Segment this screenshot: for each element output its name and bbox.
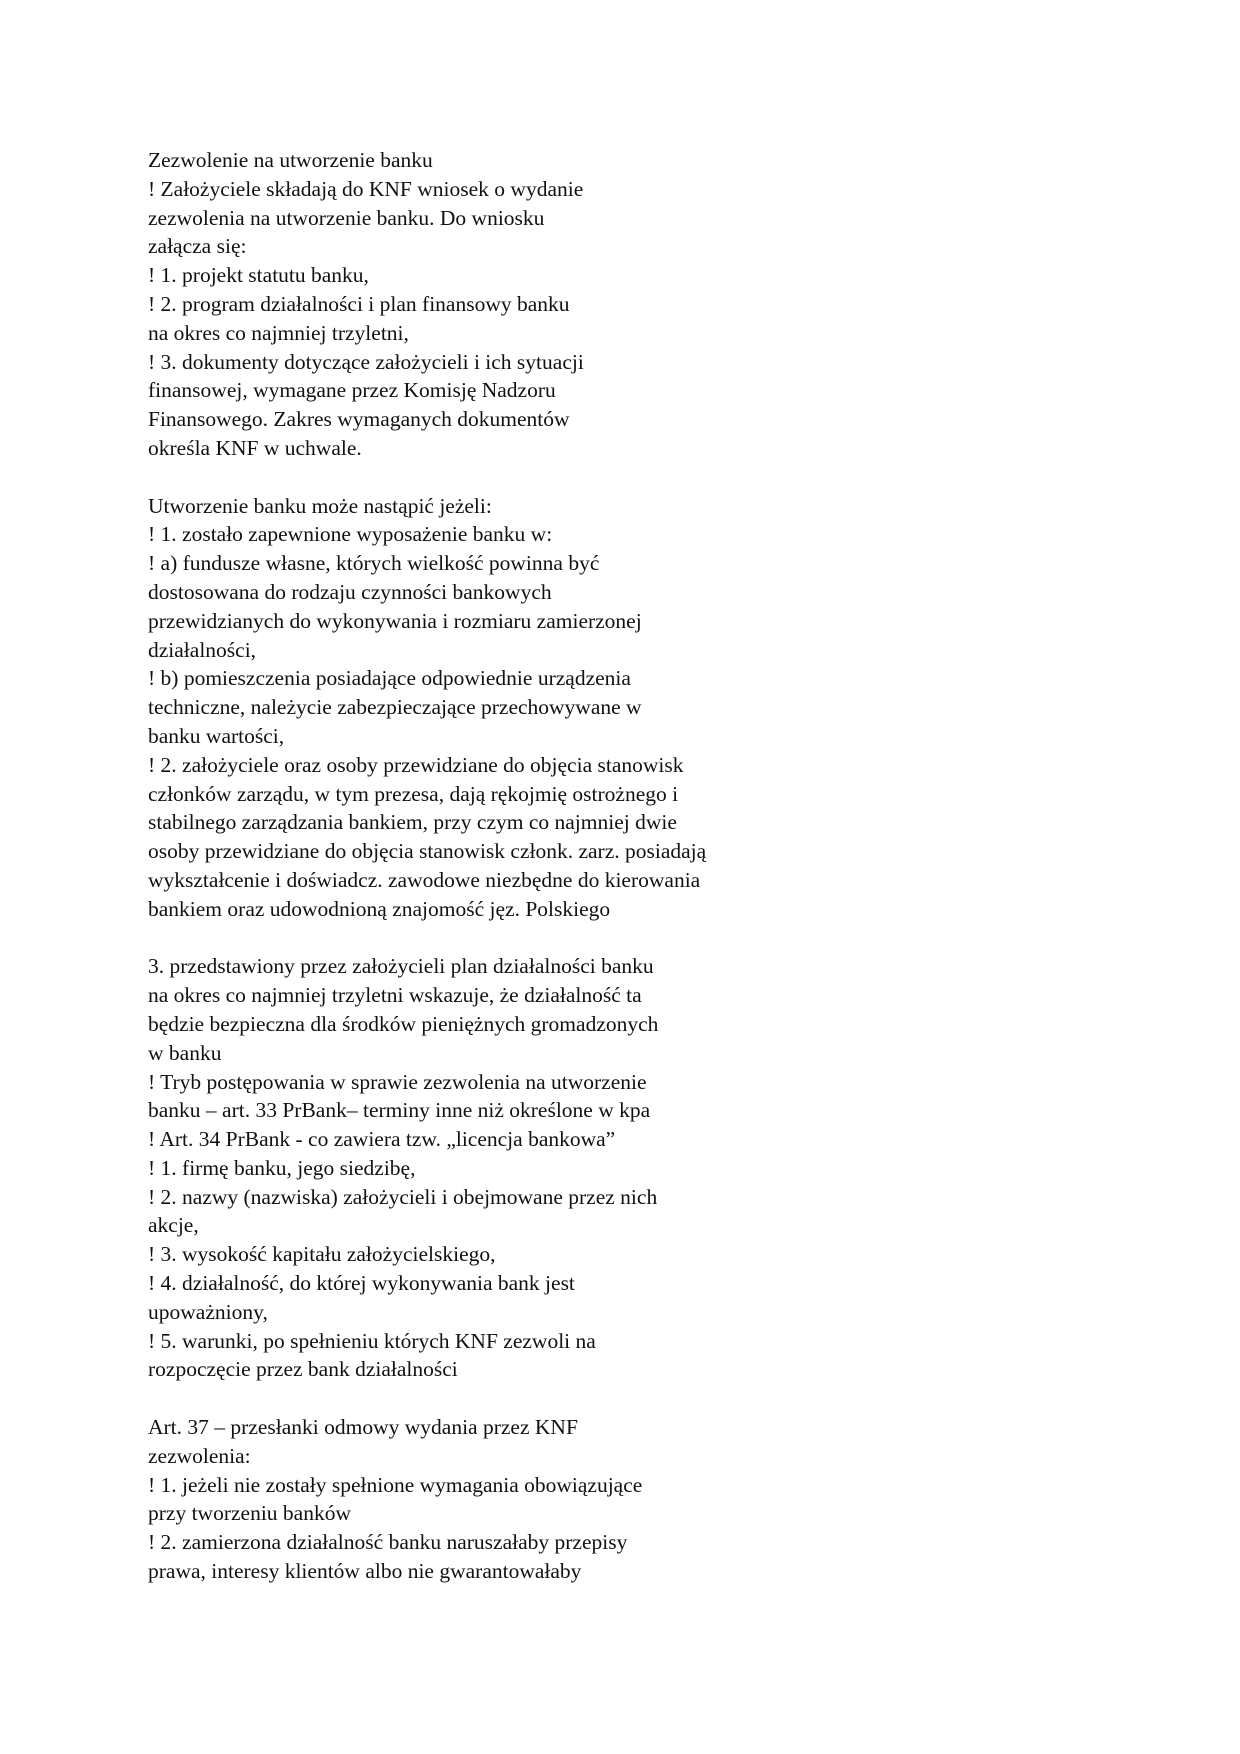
text-line: Utworzenie banku może nastąpić jeżeli: bbox=[148, 493, 492, 518]
paragraph-refusal-grounds bbox=[148, 1413, 1148, 1586]
text-line: ! 5. warunki, po spełnieniu których KNF zezwoli na bbox=[148, 1328, 596, 1353]
text-line: rozpoczęcie przez bank działalności bbox=[148, 1357, 458, 1382]
paragraph-permit-application bbox=[148, 146, 1148, 463]
text-line: 3. przedstawiony przez założycieli plan działalności banku bbox=[148, 954, 654, 979]
text-line: ! Tryb postępowania w sprawie zezwolenia na utworzenie bbox=[148, 1069, 647, 1094]
text-line: ! 2. założyciele oraz osoby przewidziane do objęcia stanowisk bbox=[148, 752, 684, 777]
text-line: zezwolenia na utworzenie banku. Do wniosku bbox=[148, 205, 545, 230]
text-line: ! 2. nazwy (nazwiska) założycieli i obejmowane przez nich bbox=[148, 1184, 658, 1209]
text-line: przy tworzeniu banków bbox=[148, 1501, 351, 1526]
text-line: przewidzianych do wykonywania i rozmiaru zamierzonej bbox=[148, 608, 642, 633]
text-line: banku – art. 33 PrBank– terminy inne niż określone w kpa bbox=[148, 1098, 651, 1123]
text-line: ! 1. jeżeli nie zostały spełnione wymagania obowiązujące bbox=[148, 1472, 643, 1497]
text-line: Art. 37 – przesłanki odmowy wydania przez KNF bbox=[148, 1415, 578, 1440]
text-line: członków zarządu, w tym prezesa, dają rękojmię ostrożnego i bbox=[148, 781, 679, 806]
text-line: ! b) pomieszczenia posiadające odpowiednie urządzenia bbox=[148, 666, 631, 691]
document-page bbox=[148, 146, 1148, 1586]
text-line: ! 2. program działalności i plan finansowy banku bbox=[148, 291, 570, 316]
section-heading: Zezwolenie na utworzenie banku bbox=[148, 148, 433, 172]
text-line: na okres co najmniej trzyletni, bbox=[148, 320, 409, 345]
text-line: ! a) fundusze własne, których wielkość powinna być bbox=[148, 551, 600, 576]
paragraph-bank-creation-conditions bbox=[148, 492, 1148, 924]
text-line: działalności, bbox=[148, 637, 257, 662]
paragraph-spacer bbox=[148, 924, 1148, 953]
paragraph-spacer bbox=[148, 463, 1148, 492]
text-line: stabilnego zarządzania bankiem, przy czym co najmniej dwie bbox=[148, 810, 677, 835]
paragraph-license-contents bbox=[148, 952, 1148, 1384]
text-line: określa KNF w uchwale. bbox=[148, 435, 362, 460]
text-line: ! Założyciele składają do KNF wniosek o wydanie bbox=[148, 176, 584, 201]
text-line: zezwolenia: bbox=[148, 1443, 251, 1468]
text-line: osoby przewidziane do objęcia stanowisk członk. zarz. posiadają bbox=[148, 839, 707, 864]
text-line: dostosowana do rodzaju czynności bankowych bbox=[148, 579, 552, 604]
text-line: Finansowego. Zakres wymaganych dokumentów bbox=[148, 407, 570, 432]
text-line: upoważniony, bbox=[148, 1299, 268, 1324]
text-line: ! 4. działalność, do której wykonywania bank jest bbox=[148, 1271, 575, 1296]
paragraph-spacer bbox=[148, 1384, 1148, 1413]
text-line: finansowej, wymagane przez Komisję Nadzoru bbox=[148, 378, 556, 403]
text-line: banku wartości, bbox=[148, 723, 285, 748]
text-line: ! Art. 34 PrBank - co zawiera tzw. „licencja bankowa” bbox=[148, 1127, 616, 1152]
text-line: na okres co najmniej trzyletni wskazuje, że działalność ta bbox=[148, 983, 642, 1008]
text-line: będzie bezpieczna dla środków pieniężnych gromadzonych bbox=[148, 1011, 659, 1036]
text-line: w banku bbox=[148, 1040, 222, 1065]
text-line: wykształcenie i doświadcz. zawodowe niezbędne do kierowania bbox=[148, 867, 701, 892]
text-line: akcje, bbox=[148, 1213, 199, 1238]
text-line: ! 1. firmę banku, jego siedzibę, bbox=[148, 1155, 416, 1180]
text-line: ! 3. wysokość kapitału założycielskiego, bbox=[148, 1242, 496, 1267]
text-line: techniczne, należycie zabezpieczające przechowywane w bbox=[148, 695, 642, 720]
text-line: ! 3. dokumenty dotyczące założycieli i ich sytuacji bbox=[148, 349, 584, 374]
text-line: ! 2. zamierzona działalność banku naruszałaby przepisy bbox=[148, 1530, 628, 1555]
text-line: załącza się: bbox=[148, 234, 247, 259]
text-line: ! 1. projekt statutu banku, bbox=[148, 263, 369, 288]
text-line: bankiem oraz udowodnioną znajomość jęz. Polskiego bbox=[148, 896, 611, 921]
text-line: prawa, interesy klientów albo nie gwarantowałaby bbox=[148, 1559, 582, 1584]
text-line: ! 1. zostało zapewnione wyposażenie banku w: bbox=[148, 522, 553, 547]
